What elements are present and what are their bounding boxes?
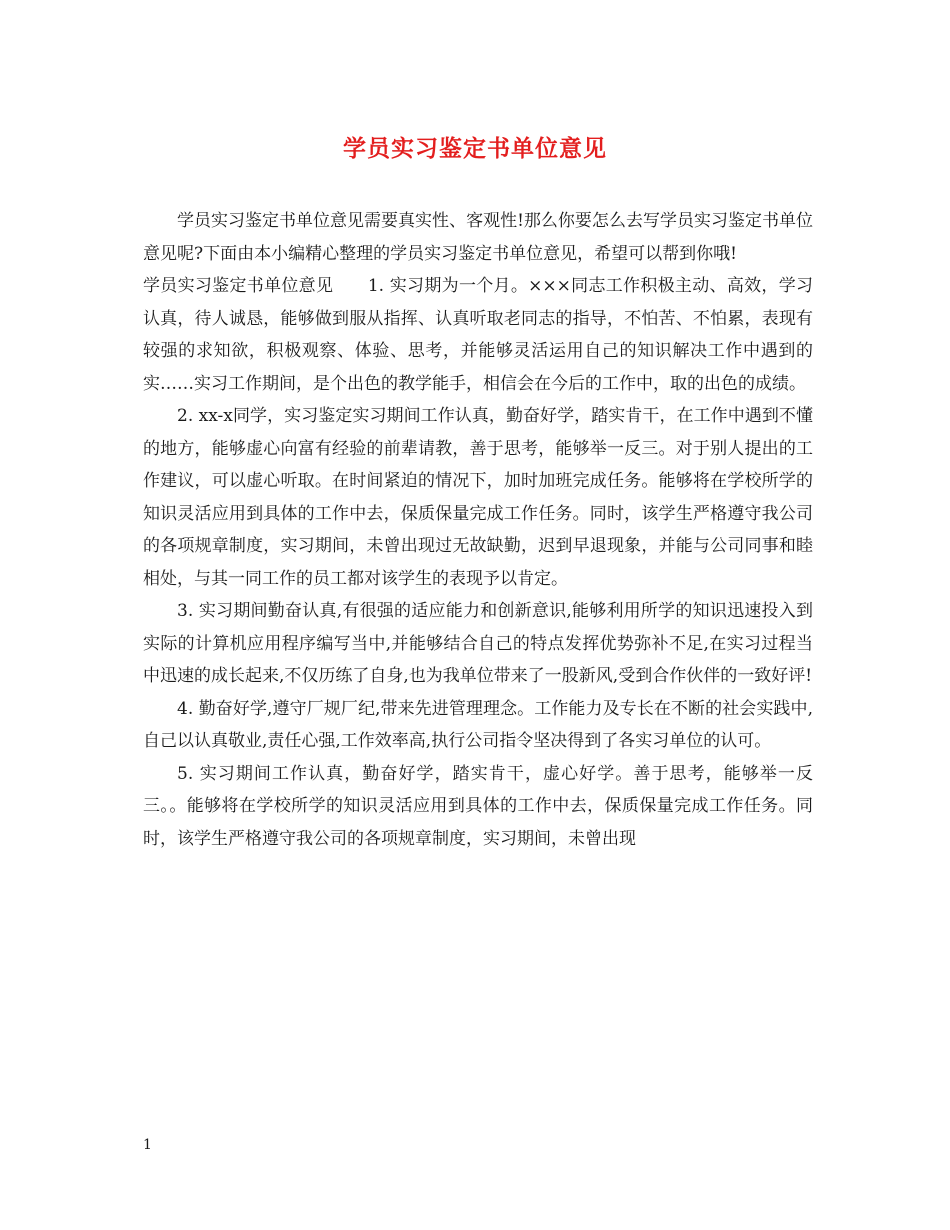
opinion-paragraph-5: 5. 实习期间工作认真，勤奋好学，踏实肯干，虚心好学。善于思考，能够举一反三。。能够将在学校所学的知识灵活应用到具体的工作中去，保质保量完成工作任务。同时，该学生严格遵守我公司的各项规章制度，实习期间，未曾出现 <box>143 763 813 849</box>
document-body <box>143 205 813 855</box>
document-title: 学员实习鉴定书单位意见 <box>343 135 607 162</box>
intro-paragraph: 学员实习鉴定书单位意见需要真实性、客观性!那么你要怎么去写学员实习鉴定书单位意见呢?下面由本小编精心整理的学员实习鉴定书单位意见，希望可以帮到你哦! <box>143 211 813 264</box>
page-number: 1 <box>143 1137 152 1153</box>
opinion-paragraph-1: 学员实习鉴定书单位意见 1. 实习期为一个月。×××同志工作积极主动、高效，学习认真，待人诚恳，能够做到服从指挥、认真听取老同志的指导，不怕苦、不怕累，表现有较强的求知欲，积极观察、体验、思考，并能够灵活运用自己的知识解决工作中遇到的实……实习工作期间，是个出色的教学能手，相信会在今后的工作中，取的出色的成绩。 <box>143 276 813 394</box>
opinion-paragraph-3: 3. 实习期间勤奋认真,有很强的适应能力和创新意识,能够利用所学的知识迅速投入到实际的计算机应用程序编写当中,并能够结合自己的特点发挥优势弥补不足,在实习过程当中迅速的成长起来,不仅历练了自身,也为我单位带来了一股新风,受到合作伙伴的一致好评! <box>143 601 813 686</box>
opinion-paragraph-4: 4. 勤奋好学,遵守厂规厂纪,带来先进管理理念。工作能力及专长在不断的社会实践中,自己以认真敬业,责任心强,工作效率高,执行公司指令坚决得到了各实习单位的认可。 <box>143 698 813 751</box>
opinion-paragraph-2: 2. xx-x同学，实习鉴定实习期间工作认真，勤奋好学，踏实肯干，在工作中遇到不懂的地方，能够虚心向富有经验的前辈请教，善于思考，能够举一反三。对于别人提出的工作建议，可以虚心听取。在时间紧迫的情况下，加时加班完成任务。能够将在学校所学的知识灵活应用到具体的工作中去，保质保量完成工作任务。同时，该学生严格遵守我公司的各项规章制度，实习期间，未曾出现过无故缺勤，迟到早退现象，并能与公司同事和睦相处，与其一同工作的员工都对该学生的表现予以肯定。 <box>143 406 813 589</box>
